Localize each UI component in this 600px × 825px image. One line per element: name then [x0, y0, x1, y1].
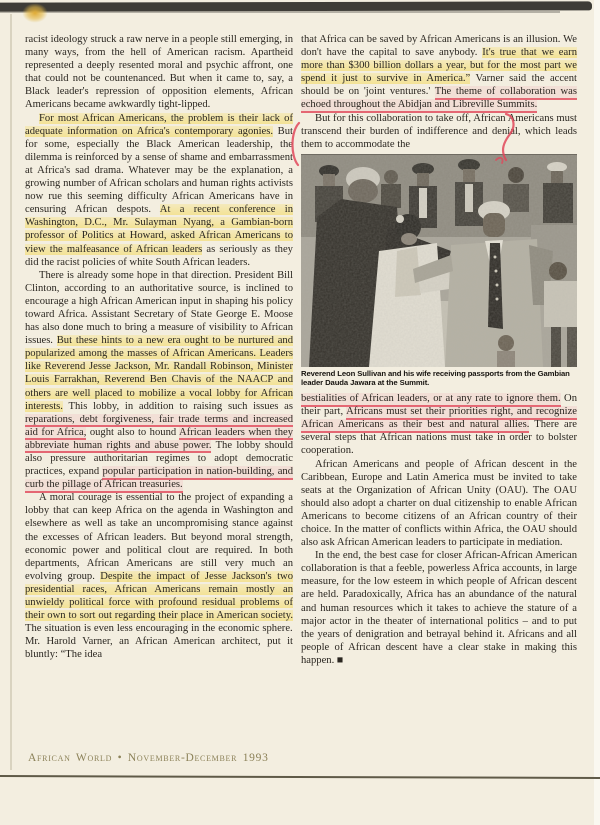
photo-caption: Reverend Leon Sullivan and his wife receiving passports from the Gambian leader Dauda Jawara at the Summit. — [301, 368, 570, 388]
red-underlined-text: reparations, debt forgiveness, fair trade terms and increased aid for Africa, — [25, 414, 293, 441]
right-column — [301, 33, 577, 667]
red-underlined-text: popular participation in nation-building, and curb the pillage of African treasuries. — [25, 466, 293, 493]
footer-text: African World • November-December 1993 — [28, 752, 269, 764]
text-segment: that Africa can be saved by African Americans is an illusion. We don't have the capital to save anybody. — [301, 34, 577, 59]
red-underlined-text: African leaders when they abbreviate human rights and abuse power. — [25, 427, 293, 454]
text-segment: A moral courage is essential to the project of expanding a lobby that can keep Africa on the agenda in Washington and elsewhere as well as take an uncompromising stance against the excesses of African leaders. But beyond moral strength, economic power and political clout are required. In both departments, African Americans are still very much an evolving group. — [25, 492, 293, 582]
paragraph — [301, 458, 577, 550]
paragraph — [301, 549, 577, 667]
text-segment: There is already some hope in that direction. President Bill Clinton, according to an authoritative source, is inclined to encourage a high African American input in shaping his policy toward Africa. Assistant Secretary of State George E. Moose has also done much to bring a measure of visibility to African issues. — [25, 269, 293, 347]
text-segment: But for some, especially the Black American leadership, the dilemma is reinforced by a sense of shame and embarrassment at Africa's sad drama. Whatever may be the explanation, a growing number of African scholars and human rights activists now rue this seeming difficulty African Americans have in censuring African despots. — [25, 125, 293, 216]
paragraph — [301, 112, 577, 151]
text-segment: This lobby, in addition to raising such issues as — [62, 400, 293, 412]
text-segment: In the end, the best case for closer African-African American collaboration is that a feeble, powerless Africa accounts, in large measure, for the low esteem in which people of African descent are held. Paradoxically, Africa has an abundance of the natural and human resources which it takes to achieve the stature of a major actor in the theater of international politics – and to put the years of denigration and betrayal behind it. Africans and all people of African descent have a clear stake in making this happen. ■ — [301, 550, 577, 666]
text-segment: African Americans and people of African descent in the Caribbean, Europe and Latin America must be invited to take seats at the Organization of African Unity (OAU). The OAU should also adopt a charter on dual citizenship to enable African Americans to become citizens of an African country of their choice. In the matter of conflicts within Africa, the OAU should also ask African American leaders to participate in mediation. — [301, 458, 577, 549]
paragraph — [25, 269, 293, 492]
paragraph — [301, 392, 577, 457]
scan-top-bar — [0, 1, 592, 11]
paragraph — [25, 112, 293, 269]
text-segment: ought also to hound — [86, 426, 180, 438]
text-segment: The situation is even less encouraging in the economic sphere. Mr. Harold Varner, an African American architect, put it bluntly: “The idea — [25, 623, 293, 661]
summit-photo — [301, 154, 577, 367]
highlighted-text: At a recent conference in Washington, D.C., Mr. Sulayman Nyang, a Gambian-born professor of Politics at Howard, asked African Americans to view the malfeasance of African leaders — [25, 204, 293, 255]
red-underlined-text: bestialities of African leaders, or at any rate to ignore them. — [301, 393, 561, 407]
text-segment: racist ideology struck a raw nerve in a people still emerging, in many ways, from the hell of American racism. Apartheid represented a deeply resented moral and psychic affront, one that could not be countenanced. But when it came to, say, a Black leader's repression of opposition elements, African Americans became awkwardly tight-lipped. — [25, 34, 293, 111]
paragraph — [25, 33, 293, 112]
footer-rule — [0, 775, 600, 779]
paragraph — [25, 491, 293, 661]
paragraph — [301, 33, 577, 112]
highlighted-text: For most African Americans, the problem is their lack of adequate information on Africa's contemporary agonies. — [25, 112, 293, 137]
text-segment: Varner said the accent should be on 'joint ventures.' — [301, 73, 577, 98]
red-underlined-text: The theme of collaboration was echoed throughout the Abidjan and Libreville Summits. — [301, 86, 577, 113]
highlighted-text: Leaders like Reverend Jesse Jackson, Mr. Randall Robinson, Minister Louis Farrakhan, Reverend Ben Chavis of the NAACP and others are well placed to mobilize a vocal lobby for African interests. — [25, 348, 293, 412]
summit-photo-figure — [301, 154, 577, 388]
left-column — [25, 33, 293, 662]
text-segment: There are several steps that African nations must take in order to bolster cooperation. — [301, 419, 577, 457]
highlighted-text: It's true that we earn more than $300 billion dollars a year, but for the most part we spend it just to survive in America.” — [301, 47, 577, 85]
right-column-bottom — [301, 392, 577, 667]
red-underlined-text: Africans must set their priorities right, and recognize African Americans as their best and natural allies. — [301, 406, 577, 433]
text-segment: as seriously as they did the racist policies of white South African leaders. — [25, 243, 293, 268]
page-crease — [10, 14, 12, 770]
highlighter-smudge — [18, 0, 52, 26]
scan-right-edge — [594, 0, 600, 825]
highlighted-text: But these hints to a new era ought to be nurtured and popularized among the masses of African Americans. — [25, 335, 293, 360]
right-column-top — [301, 33, 577, 151]
text-segment: But for this collaboration to take off, African Americans must transcend their burden of indifference and denial, which leads them to accommodate the — [301, 112, 577, 150]
highlighted-text: Despite the impact of Jesse Jackson's two presidential races, African Americans remain mostly an unwieldy political force with profound residual problems of their own to sort out regarding their place in American society. — [25, 570, 293, 622]
text-segment: On their part, — [301, 393, 577, 418]
text-segment: The lobby should also pressure authoritarian regimes to adopt democratic practices, expand — [25, 439, 293, 478]
